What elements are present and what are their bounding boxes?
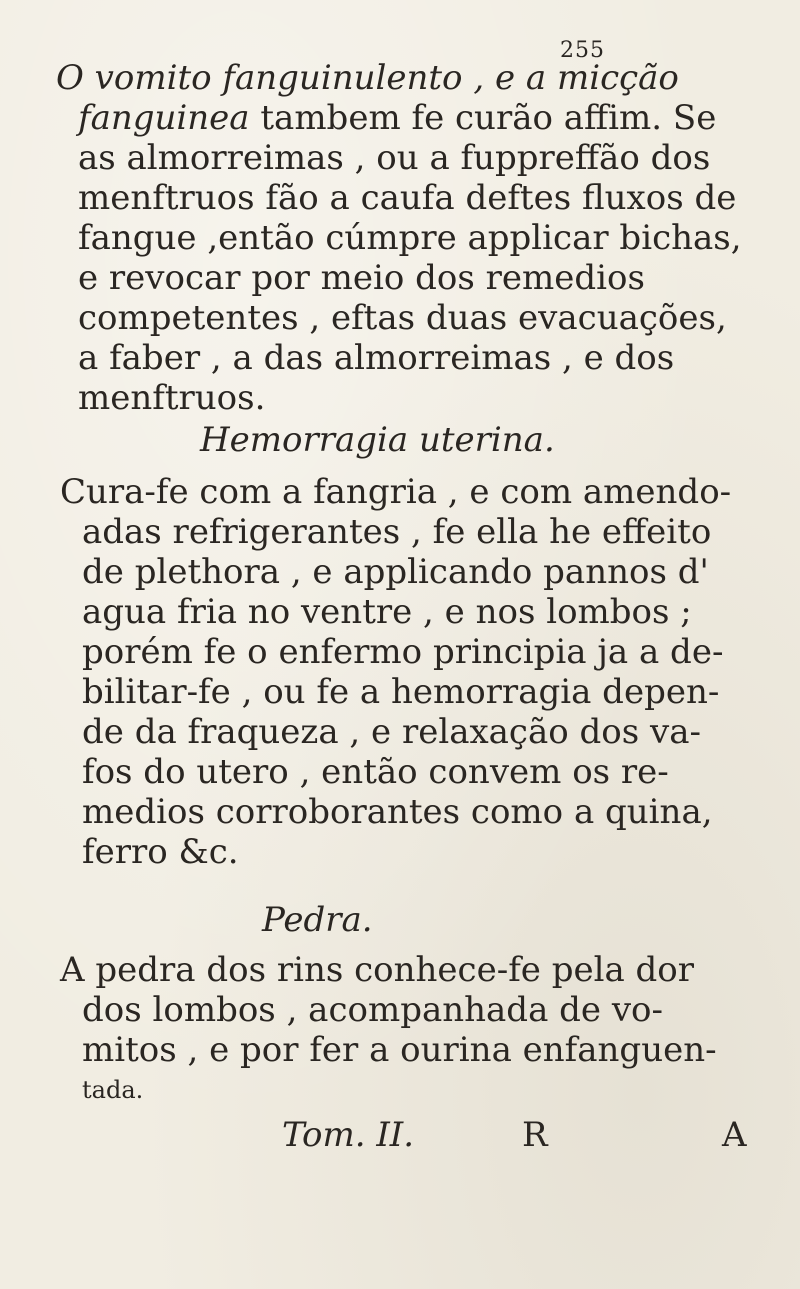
- text-line: A pedra dos rins conhece-fe pela dor: [60, 950, 695, 990]
- text-line: porém fe o enfermo principia ja a de-: [82, 632, 724, 672]
- text-line: menftruos.: [78, 378, 266, 418]
- paragraph-hemorragia: [60, 472, 760, 872]
- paragraph-vomito: [56, 58, 756, 418]
- page-number: 255: [560, 38, 605, 63]
- text-line: O vomito fanguinulento , e a micção: [56, 58, 679, 98]
- text-line: de da fraqueza , e relaxação dos va-: [82, 712, 701, 752]
- text-line: medios corroborantes como a quina,: [82, 792, 713, 832]
- text-run: tambem fe curão affim. Se: [249, 98, 717, 138]
- text-line: menftruos fão a caufa deftes fluxos de: [78, 178, 737, 218]
- text-line: a faber , a das almorreimas , e dos: [78, 338, 675, 378]
- paragraph-pedra: [60, 950, 760, 1110]
- text-line: fangue ,então cúmpre applicar bichas,: [78, 218, 742, 258]
- text-line: ferro &c.: [82, 832, 239, 872]
- text-line: adas refrigerantes , fe ella he effeito: [82, 512, 712, 552]
- text-line: mitos , e por fer a ourina enfanguen-: [82, 1030, 717, 1070]
- text-line: Cura-fe com a fangria , e com amendo-: [60, 472, 732, 512]
- text-line: e revocar por meio dos remedios: [78, 258, 645, 298]
- text-line: fos do utero , então convem os re-: [82, 752, 669, 792]
- text-line: competentes , eftas duas evacuações,: [78, 298, 727, 338]
- text-line: de plethora , e applicando pannos d': [82, 552, 709, 592]
- text-line: bilitar-fe , ou fe a hemorragia depen-: [82, 672, 720, 712]
- signature-mark: R: [522, 1115, 548, 1155]
- text-line: agua fria no ventre , e nos lombos ;: [82, 592, 692, 632]
- section-heading-pedra: Pedra.: [262, 900, 373, 940]
- text-line: [56, 98, 756, 138]
- volume-label: Tom. II.: [282, 1115, 415, 1155]
- catchword: A: [722, 1115, 747, 1155]
- text-line: as almorreimas , ou a fuppreffão dos: [78, 138, 711, 178]
- page-footer: [0, 1115, 800, 1155]
- italic-term: fanguinea: [78, 98, 250, 138]
- text-line: tada.: [82, 1076, 144, 1104]
- section-heading-hemorragia: Hemorragia uterina.: [200, 420, 555, 460]
- text-line: dos lombos , acompanhada de vo-: [82, 990, 664, 1030]
